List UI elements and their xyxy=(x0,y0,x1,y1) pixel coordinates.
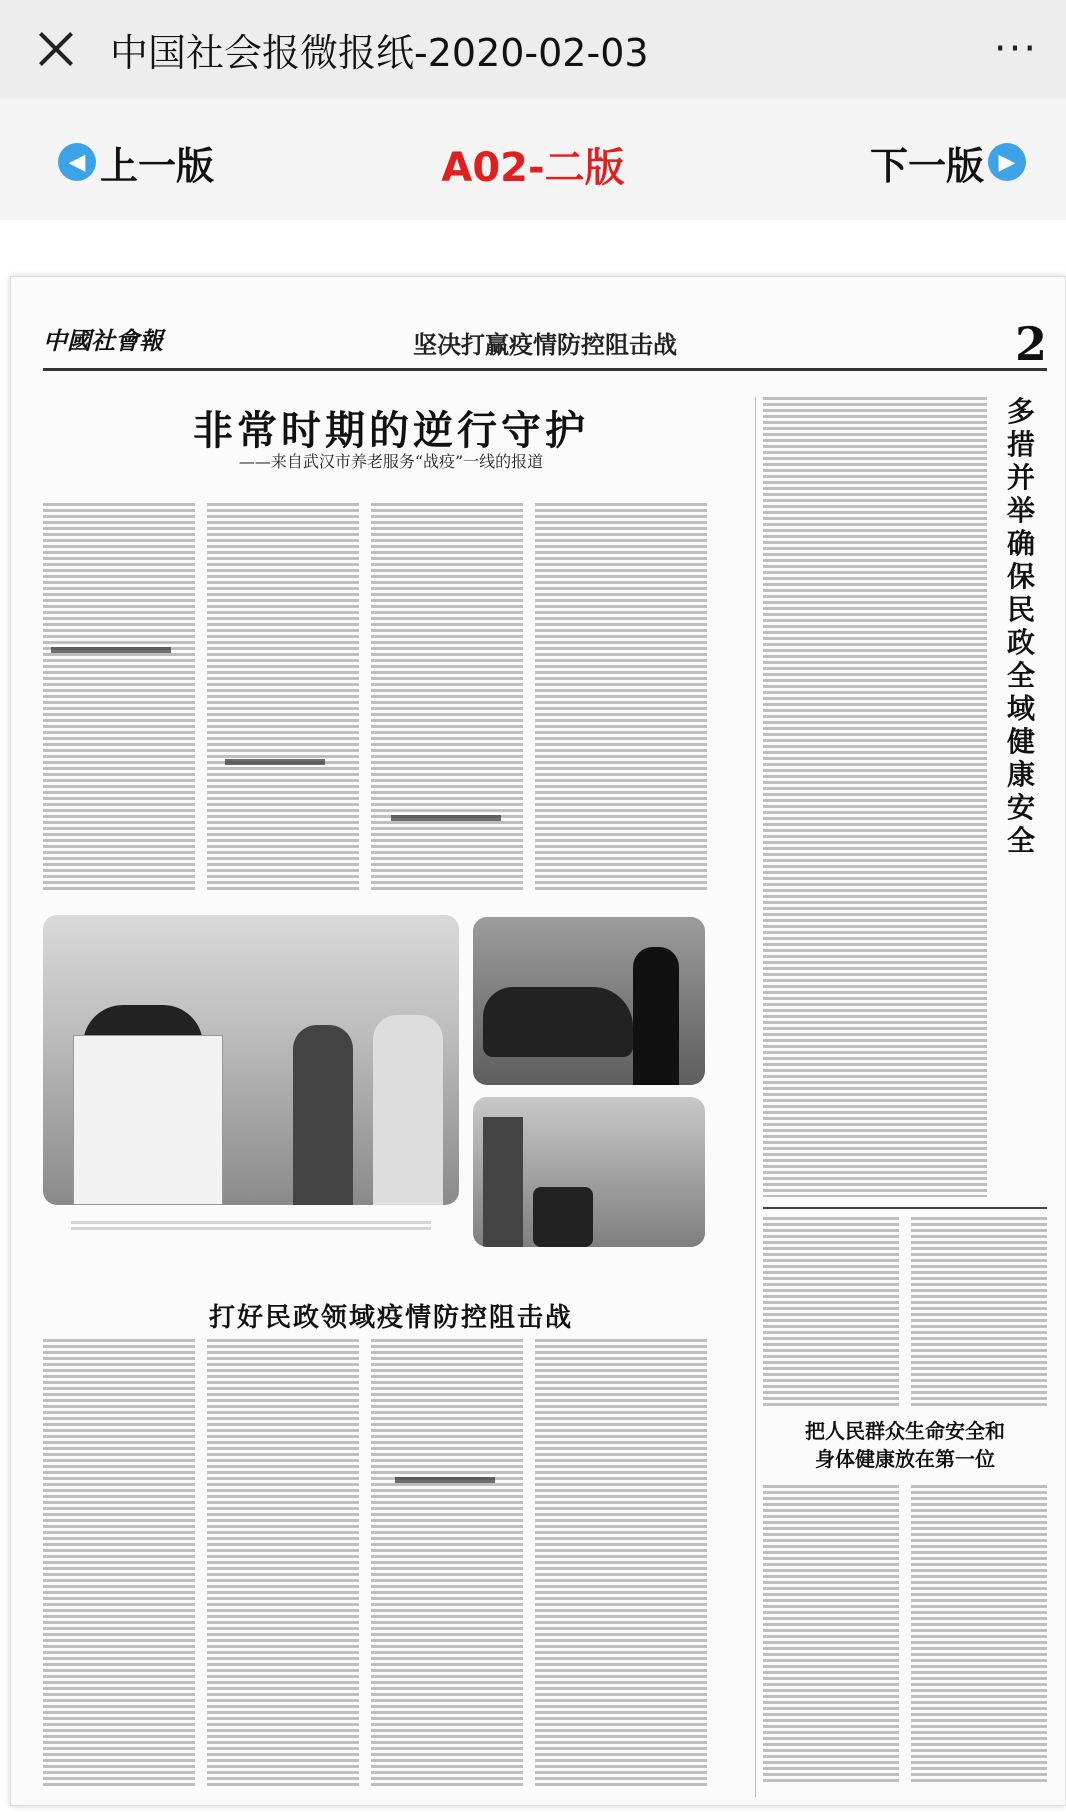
masthead xyxy=(43,317,1047,371)
newspaper-viewer[interactable] xyxy=(0,220,1066,1812)
news-photo-car xyxy=(473,917,705,1085)
more-menu-button[interactable]: ··· xyxy=(993,26,1039,72)
article-column xyxy=(371,1339,523,1789)
section-rule xyxy=(763,1207,1047,1209)
article-column xyxy=(43,1339,195,1789)
column-divider xyxy=(755,397,756,1797)
prev-edition-label: 上一版 xyxy=(100,143,215,188)
third-headline: 把人民群众生命安全和 身体健康放在第一位 xyxy=(805,1419,1005,1471)
article-subtitle xyxy=(51,647,171,653)
next-edition-label: 下一版 xyxy=(869,143,984,188)
article-column xyxy=(911,1485,1047,1785)
article-column xyxy=(763,1217,899,1407)
article-column xyxy=(371,503,523,891)
arrow-right-icon: ▶ xyxy=(988,143,1026,181)
close-icon[interactable] xyxy=(0,0,86,98)
article-column xyxy=(207,503,359,891)
article-subtitle xyxy=(391,815,501,821)
article-column xyxy=(535,1339,707,1789)
second-headline: 打好民政领域疫情防控阻击战 xyxy=(208,1303,573,1333)
newspaper-logo: 中國社會報 xyxy=(43,326,163,355)
page-number: 2 xyxy=(1014,317,1047,371)
page-title: 中国社会报微报纸-2020-02-03 xyxy=(110,30,649,75)
article-subtitle xyxy=(395,1477,495,1483)
app-top-bar xyxy=(0,0,1066,98)
article-column xyxy=(763,1485,899,1785)
arrow-left-icon: ◀ xyxy=(58,143,96,181)
current-edition-label: A02-二版 xyxy=(441,145,625,191)
article-column xyxy=(43,503,195,891)
newspaper-page-image[interactable] xyxy=(10,276,1066,1806)
article-column xyxy=(763,397,987,1197)
main-subheadline: ——来自武汉市养老服务“战疫”一线的报道 xyxy=(238,452,544,471)
article-column xyxy=(535,503,707,891)
article-column xyxy=(207,1339,359,1789)
article-column xyxy=(911,1217,1047,1407)
main-headline: 非常时期的逆行守护 xyxy=(193,407,589,454)
side-headline: 多措并举确保民政全域健康安全 xyxy=(1006,395,1035,857)
section-title: 坚决打赢疫情防控阻击战 xyxy=(413,331,677,359)
edition-pager xyxy=(0,98,1066,220)
article-subtitle xyxy=(225,759,325,765)
photo-caption xyxy=(71,1221,431,1233)
news-photo-volunteers xyxy=(43,915,459,1205)
news-photo-street xyxy=(473,1097,705,1247)
next-edition-button[interactable] xyxy=(869,140,1026,188)
